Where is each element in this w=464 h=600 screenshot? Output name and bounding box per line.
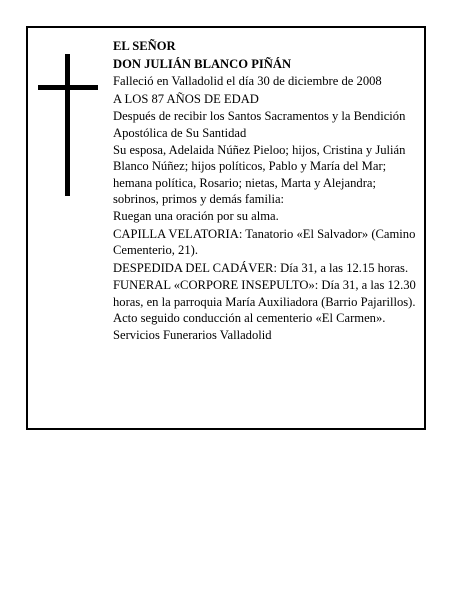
funeral-services-line: Servicios Funerarios Valladolid [113, 328, 272, 343]
wake-paragraph: CAPILLA VELATORIA: Tanatorio «El Salvador» (Camino Cementerio, 21). [113, 226, 416, 258]
deceased-name: DON JULIÁN BLANCO PIÑÁN [113, 56, 292, 71]
sacraments-paragraph: Después de recibir los Santos Sacramentos y la Bendición Apostólica de Su Santidad [113, 109, 406, 140]
death-line: Falleció en Valladolid el día 30 de diciembre de 2008 [113, 74, 382, 89]
farewell-paragraph: DESPEDIDA DEL CADÁVER: Día 31, a las 12.15 horas. [113, 260, 409, 275]
funeral-paragraph: FUNERAL «CORPORE INSEPULTO»: Día 31, a las 12.30 horas, en la parroquia María Auxiliadora (Barrio Pajarillos). Acto seguido conducción al cementerio «El Carmen». [113, 278, 416, 325]
honorific: EL SEÑOR [113, 39, 176, 53]
obituary-text [113, 38, 419, 345]
prayer-line: Ruegan una oración por su alma. [113, 209, 279, 224]
cross-vertical-bar [65, 54, 70, 196]
cross-icon [38, 54, 98, 196]
family-paragraph: Su esposa, Adelaida Núñez Pieloo; hijos, Cristina y Julián Blanco Núñez; hijos políticos, Pablo y María del Mar; hemana política, Rosario; nietas, Marta y Alejandra; sobrinos, primos y demás familia: [113, 143, 406, 206]
cross-horizontal-bar [38, 85, 98, 90]
age-line: A LOS 87 AÑOS DE EDAD [113, 91, 259, 106]
